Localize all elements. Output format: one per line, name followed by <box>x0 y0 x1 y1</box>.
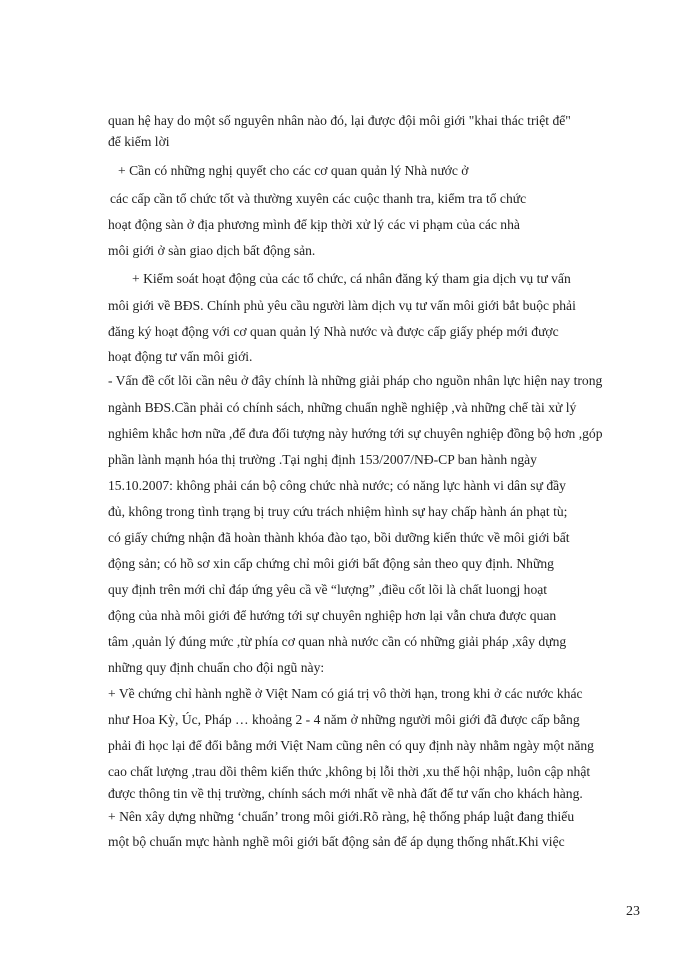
text-line: động sản; có hồ sơ xin cấp chứng chỉ môi giới bất động sản theo quy định. Những <box>108 556 554 571</box>
text-line: những quy định chuẩn cho đội ngũ này: <box>108 660 325 675</box>
text-line: hoạt động sàn ở địa phương mình để kịp thời xử lý các vi phạm của các nhà <box>108 217 520 232</box>
text-line: + Về chứng chỉ hành nghề ở Việt Nam có giá trị vô thời hạn, trong khi ở các nước khác <box>108 686 583 701</box>
text-line: động của nhà môi giới để hướng tới sự chuyên nghiệp hơn lại vẫn chưa được quan <box>108 608 557 623</box>
page-number: 23 <box>626 904 640 919</box>
text-line: hoạt động tư vấn môi giới. <box>108 349 253 364</box>
text-line: có giấy chứng nhận đã hoàn thành khóa đào tạo, bồi dưỡng kiến thức về môi giới bất <box>108 530 570 545</box>
text-line: quan hệ hay do một số nguyên nhân nào đó, lại được đội môi giới "khai thác triệt để" <box>108 113 571 128</box>
text-line: môi giới ở sàn giao dịch bất động sản. <box>108 243 316 258</box>
text-line: đăng ký hoạt động với cơ quan quản lý Nhà nước và được cấp giấy phép mới được <box>108 324 559 339</box>
text-line: đủ, không trong tình trạng bị truy cứu trách nhiệm hình sự hay chấp hành án phạt tù; <box>108 504 568 519</box>
text-line: ngành BĐS.Cần phải có chính sách, những chuẩn nghề nghiệp ,và những chế tài xử lý <box>108 400 577 415</box>
text-line: + Cần có những nghị quyết cho các cơ quan quản lý Nhà nước ở <box>118 163 469 178</box>
text-line: để kiếm lời <box>108 134 170 149</box>
text-line: phải đi học lại để đổi bằng mới Việt Nam cũng nên có quy định này nhằm ngày một năng <box>108 738 594 753</box>
text-line: + Kiểm soát hoạt động của các tổ chức, cá nhân đăng ký tham gia dịch vụ tư vấn <box>132 271 571 286</box>
text-line: nghiêm khắc hơn nữa ,để đưa đối tượng này hướng tới sự chuyên nghiệp đồng bộ hơn ,góp <box>108 426 603 441</box>
text-line: - Vấn đề cốt lõi cần nêu ở đây chính là những giải pháp cho nguồn nhân lực hiện nay trong <box>108 373 603 388</box>
text-line: như Hoa Kỳ, Úc, Pháp … khoảng 2 - 4 năm ở những người môi giới đã được cấp bằng <box>108 712 580 727</box>
text-line: quy định trên mới chỉ đáp ứng yêu cầ về “lượng” ,điều cốt lõi là chất luongj hoạt <box>108 582 548 597</box>
text-line: các cấp cần tổ chức tốt và thường xuyên các cuộc thanh tra, kiểm tra tổ chức <box>110 191 527 206</box>
text-line: cao chất lượng ,trau dồi thêm kiến thức ,không bị lỗi thời ,xu thế hội nhập, luôn cập nhật <box>108 764 591 779</box>
text-line: một bộ chuẩn mực hành nghề môi giới bất động sản để áp dụng thống nhất.Khi việc <box>108 834 565 849</box>
text-line: tâm ,quản lý đúng mức ,từ phía cơ quan nhà nước cần có những giải pháp ,xây dựng <box>108 634 567 649</box>
text-line: môi giới về BĐS. Chính phủ yêu cầu người làm dịch vụ tư vấn môi giới bắt buộc phải <box>108 298 576 313</box>
text-line: phần lành mạnh hóa thị trường .Tại nghị định 153/2007/NĐ-CP ban hành ngày <box>108 452 537 467</box>
text-line: + Nên xây dựng những ‘chuẩn’ trong môi giới.Rõ ràng, hệ thống pháp luật đang thiếu <box>108 809 575 824</box>
text-line: 15.10.2007: không phải cán bộ công chức nhà nước; có năng lực hành vi dân sự đầy <box>108 478 566 493</box>
text-line: được thông tin về thị trường, chính sách mới nhất về nhà đất để tư vấn cho khách hàng. <box>108 786 583 801</box>
